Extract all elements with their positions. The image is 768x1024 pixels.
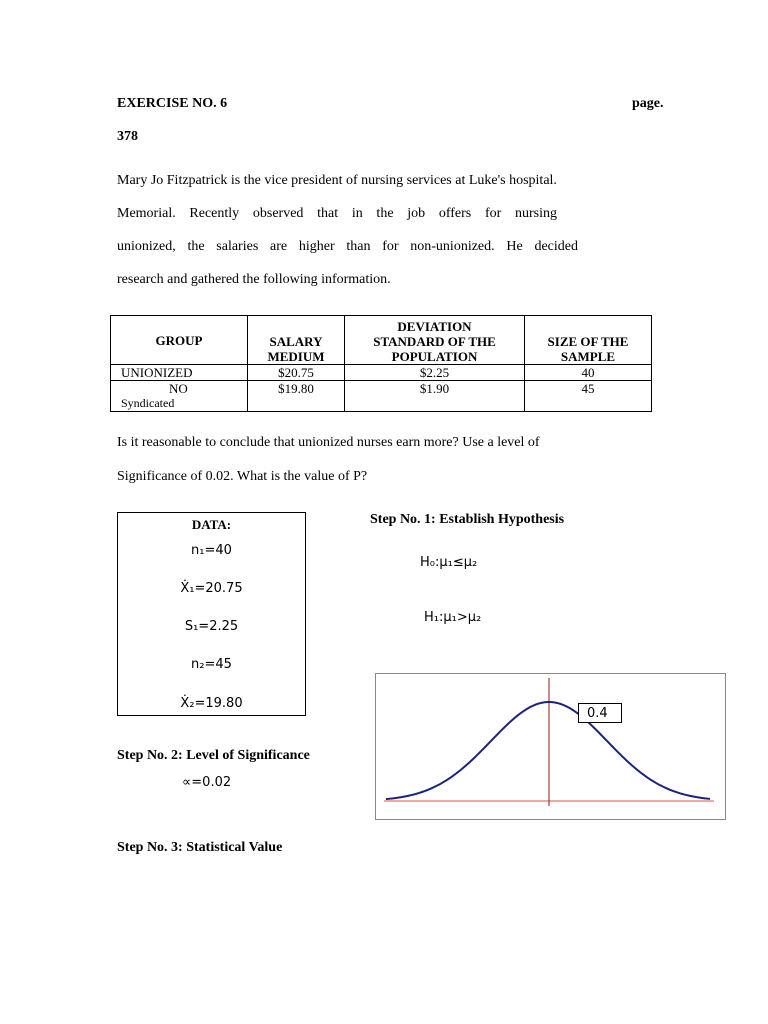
step-1-heading: Step No. 1: Establish Hypothesis	[370, 512, 565, 527]
table-header-row	[111, 316, 652, 365]
step-2-heading: Step No. 2: Level of Significance	[117, 748, 310, 763]
header-salary: SALARY MEDIUM	[248, 316, 345, 365]
page-number: 378	[117, 129, 138, 144]
alternative-hypothesis: H₁:μ₁>μ₂	[424, 610, 482, 625]
data-box	[117, 512, 306, 716]
data-n2: n₂=45	[191, 657, 232, 672]
salary-table	[110, 315, 652, 412]
cell-salary: $19.80	[248, 381, 345, 412]
page-label: page.	[632, 96, 664, 111]
exercise-title: EXERCISE NO. 6	[117, 96, 228, 111]
paragraph-line-4: research and gathered the following information.	[117, 272, 391, 287]
normal-curve	[386, 702, 710, 799]
paragraph-line-1: Mary Jo Fitzpatrick is the vice president of nursing services at Luke's hospital.	[117, 173, 557, 188]
data-x2: Ẋ₂=19.80	[180, 696, 243, 711]
cell-size: 45	[525, 381, 652, 412]
cell-group: NO Syndicated	[111, 381, 248, 412]
cell-deviation: $2.25	[345, 365, 525, 381]
callout-label: 0.4	[578, 703, 622, 723]
table-row	[111, 365, 652, 381]
cell-size: 40	[525, 365, 652, 381]
data-s1: S₁=2.25	[184, 619, 239, 634]
null-hypothesis: H₀:μ₁≤μ₂	[420, 555, 478, 570]
data-title: DATA:	[191, 517, 232, 532]
alpha-value: ∝=0.02	[182, 775, 232, 790]
paragraph-line-2: Memorial. Recently observed that in the job offers for nursing	[117, 206, 557, 221]
data-x1: Ẋ₁=20.75	[180, 581, 243, 596]
header-deviation: DEVIATION STANDARD OF THE POPULATION	[345, 316, 525, 365]
cell-salary: $20.75	[248, 365, 345, 381]
cell-group: UNIONIZED	[111, 365, 248, 381]
paragraph-line-3: unionized, the salaries are higher than for non-unionized. He decided	[117, 239, 578, 254]
normal-curve-chart	[375, 673, 726, 820]
question-line-1: Is it reasonable to conclude that unionized nurses earn more? Use a level of	[117, 435, 540, 450]
question-line-2: Significance of 0.02. What is the value of P?	[117, 469, 368, 484]
data-n1: n₁=40	[191, 543, 232, 558]
step-3-heading: Step No. 3: Statistical Value	[117, 840, 283, 855]
header-sample-size: SIZE OF THE SAMPLE	[525, 316, 652, 365]
table-row	[111, 381, 652, 412]
header-group: GROUP	[111, 316, 248, 365]
cell-deviation: $1.90	[345, 381, 525, 412]
normal-curve-svg	[376, 674, 725, 819]
